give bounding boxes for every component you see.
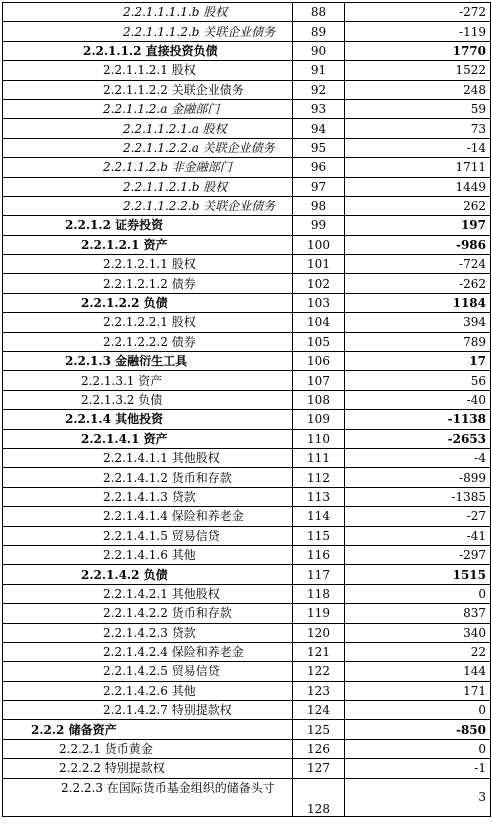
item-label: 2.2.1.3.2 负债 (3, 390, 293, 409)
row-value: -1 (345, 759, 491, 778)
row-value: 0 (345, 701, 491, 720)
table-row (3, 177, 491, 196)
table-row (3, 429, 491, 448)
row-value: 73 (345, 119, 491, 138)
table-row (3, 720, 491, 739)
row-value: 394 (345, 313, 491, 332)
row-value: 56 (345, 371, 491, 390)
item-label: 2.2.1.2 证券投资 (3, 216, 293, 235)
table-row (3, 41, 491, 60)
row-code: 126 (293, 739, 345, 758)
row-value: -986 (345, 235, 491, 254)
row-value: -899 (345, 468, 491, 487)
table-row (3, 313, 491, 332)
row-code: 106 (293, 352, 345, 371)
row-value: 1522 (345, 61, 491, 80)
row-value: -724 (345, 255, 491, 274)
table-row (3, 274, 491, 293)
item-label: 2.2.1.4.2.6 其他 (3, 681, 293, 700)
item-label: 2.2.1.1.2.b 非金融部门 (3, 158, 293, 177)
table-row (3, 545, 491, 564)
table-row (3, 293, 491, 312)
row-value: 340 (345, 623, 491, 642)
item-label: 2.2.1.4.2.1 其他股权 (3, 584, 293, 603)
row-code: 99 (293, 216, 345, 235)
table-row (3, 410, 491, 429)
item-label: 2.2.1.1.2.2.b 关联企业债务 (3, 196, 293, 215)
table-row (3, 662, 491, 681)
item-label: 2.2.2.2 特别提款权 (3, 759, 293, 778)
row-code: 127 (293, 759, 345, 778)
row-value: 248 (345, 80, 491, 99)
table-row (3, 332, 491, 351)
row-code: 109 (293, 410, 345, 429)
row-code: 98 (293, 196, 345, 215)
row-value: -1385 (345, 487, 491, 506)
row-value: 0 (345, 584, 491, 603)
table-row (3, 468, 491, 487)
row-code: 103 (293, 293, 345, 312)
row-code: 120 (293, 623, 345, 642)
item-label: 2.2.1.1.2.2 关联企业债务 (3, 80, 293, 99)
row-value: -2653 (345, 429, 491, 448)
row-value: -1138 (345, 410, 491, 429)
row-code: 114 (293, 507, 345, 526)
row-value: -27 (345, 507, 491, 526)
row-value: 789 (345, 332, 491, 351)
table-row (3, 196, 491, 215)
table-row (3, 759, 491, 778)
row-code: 101 (293, 255, 345, 274)
table-row (3, 642, 491, 661)
table-row (3, 80, 491, 99)
table-row (3, 565, 491, 584)
row-value: -272 (345, 3, 491, 22)
row-code: 125 (293, 720, 345, 739)
row-code: 108 (293, 390, 345, 409)
row-code: 92 (293, 80, 345, 99)
item-label: 2.2.1.1.2.1.b 股权 (3, 177, 293, 196)
item-label: 2.2.1.1.1.1.b 股权 (3, 3, 293, 22)
row-value: 22 (345, 642, 491, 661)
table-row (3, 216, 491, 235)
row-code: 122 (293, 662, 345, 681)
row-value: 59 (345, 99, 491, 118)
item-label: 2.2.1.2.1.2 债券 (3, 274, 293, 293)
row-code: 119 (293, 604, 345, 623)
item-label: 2.2.1.3.1 资产 (3, 371, 293, 390)
item-label: 2.2.1.4.2.5 贸易信贷 (3, 662, 293, 681)
table-row (3, 352, 491, 371)
row-code: 116 (293, 545, 345, 564)
table-row (3, 526, 491, 545)
item-label: 2.2.1.1.1.2.b 关联企业债务 (3, 22, 293, 41)
table-row (3, 3, 491, 22)
table-row (3, 255, 491, 274)
row-code: 91 (293, 61, 345, 80)
row-code: 110 (293, 429, 345, 448)
item-label: 2.2.2 储备资产 (3, 720, 293, 739)
item-label: 2.2.1.3 金融衍生工具 (3, 352, 293, 371)
table-row (3, 61, 491, 80)
item-label: 2.2.1.4.1.5 贸易信贷 (3, 526, 293, 545)
item-label: 2.2.1.1.2.1.a 股权 (3, 119, 293, 138)
row-value: 1711 (345, 158, 491, 177)
row-code: 100 (293, 235, 345, 254)
row-value: -297 (345, 545, 491, 564)
item-label: 2.2.1.2.1 资产 (3, 235, 293, 254)
table-row (3, 701, 491, 720)
item-label: 2.2.1.4.1.3 贷款 (3, 487, 293, 506)
table-row (3, 158, 491, 177)
item-label: 2.2.1.2.2.2 债券 (3, 332, 293, 351)
row-code: 113 (293, 487, 345, 506)
row-value: 837 (345, 604, 491, 623)
table-row (3, 487, 491, 506)
row-value: -262 (345, 274, 491, 293)
table-row (3, 507, 491, 526)
row-value: 0 (345, 739, 491, 758)
row-value: 144 (345, 662, 491, 681)
item-label: 2.2.1.4.1.1 其他股权 (3, 448, 293, 467)
row-code: 96 (293, 158, 345, 177)
item-label: 2.2.1.1.2 直接投资负债 (3, 41, 293, 60)
item-label: 2.2.1.2.1.1 股权 (3, 255, 293, 274)
row-value: 171 (345, 681, 491, 700)
row-value: -4 (345, 448, 491, 467)
balance-of-payments-table-page (2, 2, 490, 817)
row-value: 1770 (345, 41, 491, 60)
table-row (3, 119, 491, 138)
table-row (3, 681, 491, 700)
row-code: 93 (293, 99, 345, 118)
item-label: 2.2.1.4 其他投资 (3, 410, 293, 429)
row-value: -40 (345, 390, 491, 409)
item-label: 2.2.1.1.2.a 金融部门 (3, 99, 293, 118)
table-row (3, 604, 491, 623)
row-value: 1184 (345, 293, 491, 312)
item-label: 2.2.1.1.2.1 股权 (3, 61, 293, 80)
item-label: 2.2.1.4.1 资产 (3, 429, 293, 448)
table-row (3, 448, 491, 467)
row-code: 123 (293, 681, 345, 700)
row-code: 121 (293, 642, 345, 661)
row-value: 262 (345, 196, 491, 215)
row-value: -119 (345, 22, 491, 41)
item-label: 2.2.1.4.1.2 货币和存款 (3, 468, 293, 487)
table-row (3, 138, 491, 157)
row-code: 104 (293, 313, 345, 332)
item-label: 2.2.1.4.2.4 保险和养老金 (3, 642, 293, 661)
row-value: -14 (345, 138, 491, 157)
row-code: 97 (293, 177, 345, 196)
row-code: 107 (293, 371, 345, 390)
row-code: 111 (293, 448, 345, 467)
row-code: 117 (293, 565, 345, 584)
item-label: 2.2.1.2.2 负债 (3, 293, 293, 312)
row-value: 17 (345, 352, 491, 371)
row-code: 118 (293, 584, 345, 603)
table-row (3, 235, 491, 254)
row-value: -850 (345, 720, 491, 739)
item-label: 2.2.1.4.2.7 特别提款权 (3, 701, 293, 720)
row-code: 90 (293, 41, 345, 60)
row-value: 1449 (345, 177, 491, 196)
table-row (3, 584, 491, 603)
item-label: 2.2.1.1.2.2.a 关联企业债务 (3, 138, 293, 157)
row-code: 88 (293, 3, 345, 22)
row-code: 128 (293, 778, 345, 816)
table-row (3, 22, 491, 41)
row-value: -41 (345, 526, 491, 545)
item-label: 2.2.2.1 货币黄金 (3, 739, 293, 758)
row-code: 89 (293, 22, 345, 41)
row-code: 112 (293, 468, 345, 487)
table-row (3, 778, 491, 816)
item-label: 2.2.1.4.2.3 贷款 (3, 623, 293, 642)
row-value: 3 (345, 778, 491, 816)
table-row (3, 390, 491, 409)
row-code: 94 (293, 119, 345, 138)
row-code: 115 (293, 526, 345, 545)
table-row (3, 371, 491, 390)
row-value: 197 (345, 216, 491, 235)
item-label: 2.2.1.2.2.1 股权 (3, 313, 293, 332)
item-label: 2.2.1.4.1.6 其他 (3, 545, 293, 564)
item-label-text: 2.2.2.3 在国际货币基金组织的储备头寸 (61, 780, 275, 795)
table-row (3, 739, 491, 758)
item-label: 2.2.1.4.1.4 保险和养老金 (3, 507, 293, 526)
item-label: 2.2.1.4.2 负债 (3, 565, 293, 584)
row-value: 1515 (345, 565, 491, 584)
row-code: 102 (293, 274, 345, 293)
item-label (3, 778, 293, 816)
row-code: 95 (293, 138, 345, 157)
data-table (2, 2, 491, 817)
row-code: 105 (293, 332, 345, 351)
table-row (3, 623, 491, 642)
row-code: 124 (293, 701, 345, 720)
table-row (3, 99, 491, 118)
item-label: 2.2.1.4.2.2 货币和存款 (3, 604, 293, 623)
